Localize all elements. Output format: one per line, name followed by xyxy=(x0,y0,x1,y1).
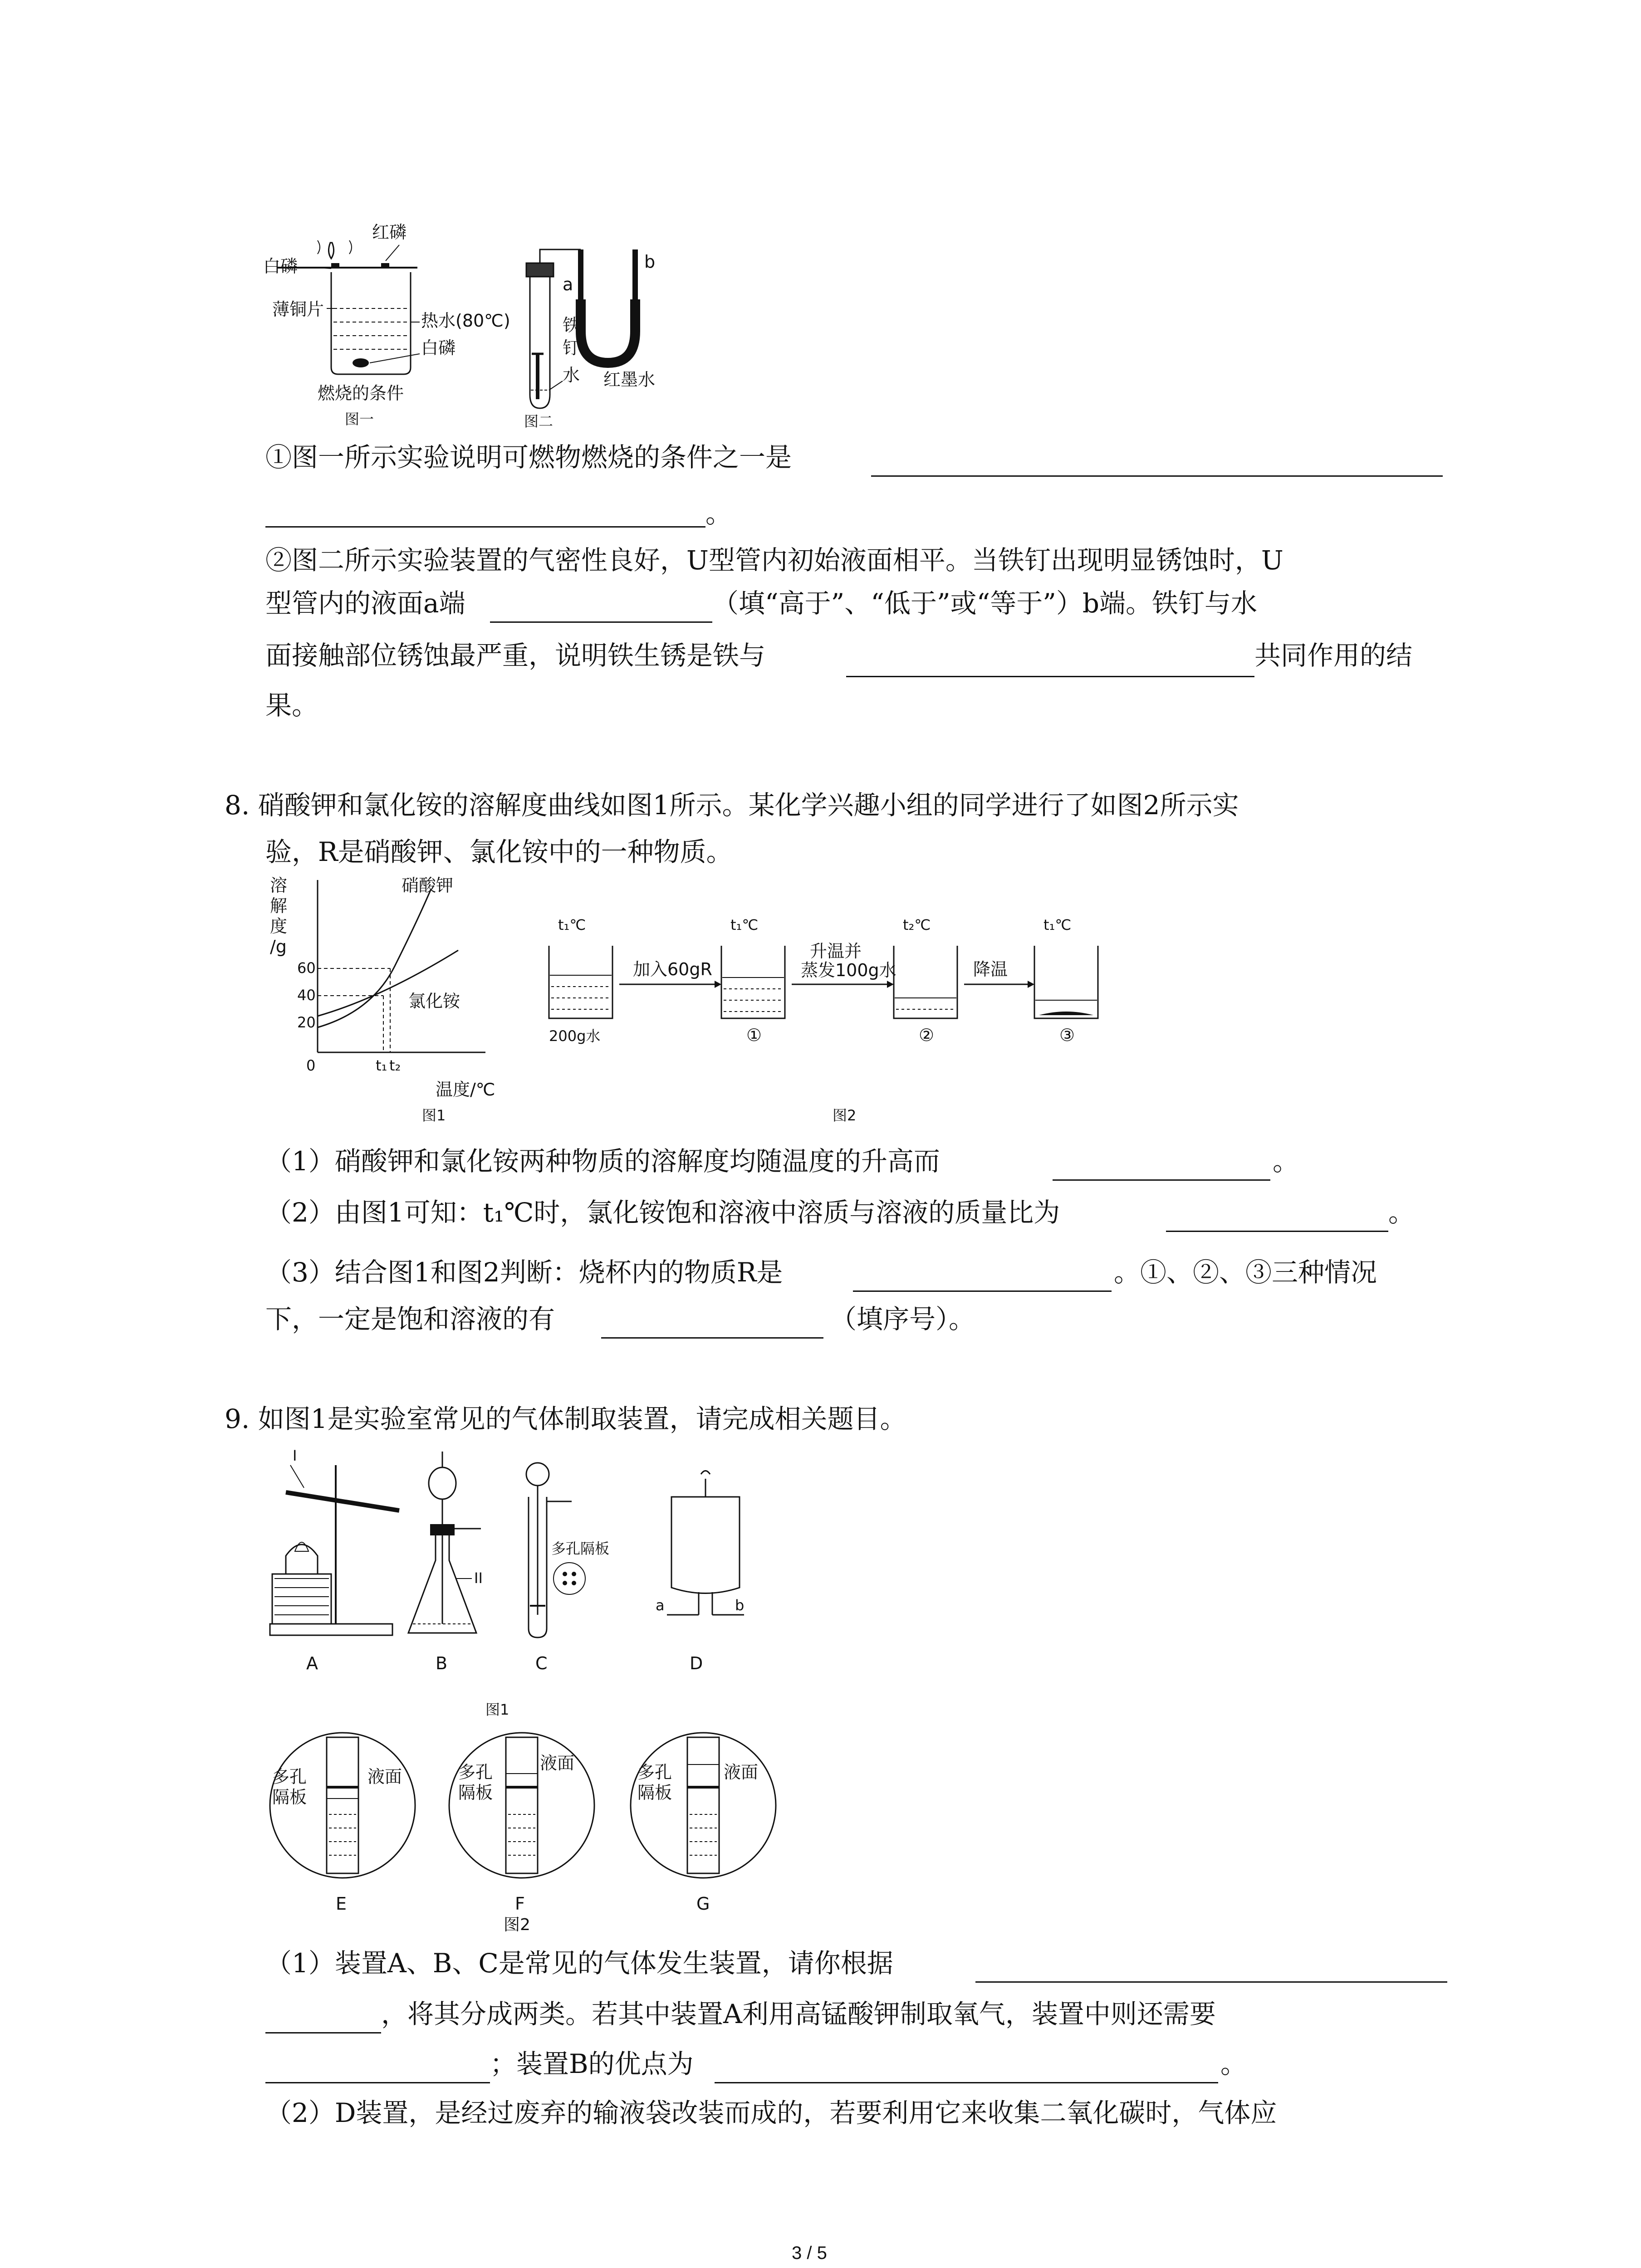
q8-line-1: 8. 硝酸钾和氯化铵的溶解度曲线如图1所示。某化学兴趣小组的同学进行了如图2所示实 xyxy=(225,790,1239,821)
xtick-t1: t₁ xyxy=(376,1057,387,1074)
beaker-1-below: 200g水 xyxy=(549,1027,601,1045)
label-white-phosphorus-top: 白磷 xyxy=(263,256,298,276)
ylabel-char-4: /g xyxy=(270,937,287,957)
q9-part-3b: 。 xyxy=(1220,2048,1247,2079)
q8-part-2a: （2）由图1可知：t₁℃时，氯化铵饱和溶液中溶质与溶液的质量比为 xyxy=(265,1197,1060,1228)
page-number: 3 / 5 xyxy=(792,2243,827,2263)
beaker-sequence-drawing xyxy=(540,903,1112,1125)
figure-name-q9-1: 图1 xyxy=(485,1701,509,1718)
letter-C: C xyxy=(535,1653,548,1673)
arrow-label-cool: 降温 xyxy=(973,959,1008,979)
q7-line-1: ①图一所示实验说明可燃物燃烧的条件之一是 xyxy=(265,442,792,473)
q9-figure-1-apparatus xyxy=(268,1442,803,1724)
q8-solubility-chart xyxy=(268,871,563,1125)
answer-blank-q7-2b[interactable] xyxy=(846,676,1254,677)
beaker-1 xyxy=(549,946,612,1018)
q7-line-5b: 共同作用的结 xyxy=(1254,640,1413,671)
answer-blank-q8-4[interactable] xyxy=(601,1337,823,1339)
figure-name-q8-1: 图1 xyxy=(422,1107,446,1124)
q9-part-1a: （1）装置A、B、C是常见的气体发生装置，请你根据 xyxy=(265,1948,893,1979)
q8-line-2: 验，R是硝酸钾、氯化铵中的一种物质。 xyxy=(265,836,733,867)
beaker-1-temp: t₁℃ xyxy=(558,916,586,934)
label-hot-water: 热水(80℃) xyxy=(421,311,510,331)
q9-part-2a: ，将其分成两类。若其中装置A利用高锰酸钾制取氧气，装置中则还需要 xyxy=(381,1999,1216,2029)
q8-part-3b: 。①、②、③三种情况 xyxy=(1114,1257,1377,1288)
letter-G: G xyxy=(696,1894,710,1914)
apparatus-C xyxy=(526,1463,609,1637)
ytick-60: 60 xyxy=(297,959,316,977)
answer-blank-q7-1a[interactable] xyxy=(871,475,1443,477)
beaker-2-below: ① xyxy=(746,1025,762,1045)
G-liquid: 液面 xyxy=(724,1762,759,1782)
q8-part-1a: （1）硝酸钾和氯化铵两种物质的溶解度均随温度的升高而 xyxy=(265,1146,940,1177)
letter-D: D xyxy=(690,1653,703,1673)
closeup-E xyxy=(270,1733,415,1914)
figure-name-q8-2: 图2 xyxy=(833,1107,857,1124)
answer-blank-q9-2b[interactable] xyxy=(715,2082,1218,2083)
closeup-G xyxy=(631,1733,776,1914)
figure-name-1: 图一 xyxy=(345,411,374,428)
answer-blank-q7-1b[interactable] xyxy=(265,526,705,528)
F-liquid: 液面 xyxy=(540,1753,575,1773)
figure-name-q9-2: 图2 xyxy=(504,1916,530,1934)
q7-figure-rusting xyxy=(517,245,708,435)
label-nail: 钉 xyxy=(563,338,580,358)
label-porous-plate: 多孔隔板 xyxy=(551,1540,610,1557)
figure-name-2: 图二 xyxy=(524,413,554,430)
beaker-3 xyxy=(894,946,957,1018)
label-red-ink: 红墨水 xyxy=(603,370,656,390)
q9-part-3a: ；装置B的优点为 xyxy=(490,2048,694,2079)
beaker-4-below: ③ xyxy=(1059,1025,1075,1045)
answer-blank-q8-2[interactable] xyxy=(1166,1231,1388,1232)
q7-line-4b: （填“高于”、“低于”或“等于”）b端。铁钉与水 xyxy=(712,588,1258,619)
label-b: b xyxy=(644,252,656,272)
letter-E: E xyxy=(336,1894,347,1914)
label-a-port: a xyxy=(656,1597,665,1614)
q7-line-2-end: 。 xyxy=(705,498,732,529)
ylabel-char-1: 溶 xyxy=(270,875,288,895)
beaker-2-temp: t₁℃ xyxy=(730,916,759,934)
label-a: a xyxy=(563,274,573,294)
label-iron: 铁 xyxy=(563,315,580,335)
G-porous-2: 隔板 xyxy=(637,1783,672,1803)
ytick-20: 20 xyxy=(297,1014,316,1031)
xtick-t2: t₂ xyxy=(389,1057,401,1074)
F-porous-2: 隔板 xyxy=(458,1783,493,1803)
solubility-curve-drawing xyxy=(268,871,563,1125)
q9-line-1: 9. 如图1是实验室常见的气体制取装置，请完成相关题目。 xyxy=(225,1403,906,1434)
arrow-label-heat-1: 升温并 xyxy=(810,941,862,961)
label-water: 水 xyxy=(563,365,580,385)
series-label-kno3: 硝酸钾 xyxy=(402,875,454,895)
letter-A: A xyxy=(306,1653,318,1673)
ylabel-char-2: 解 xyxy=(270,896,288,916)
label-copper-sheet: 薄铜片 xyxy=(272,299,324,319)
letter-F: F xyxy=(515,1894,525,1914)
q7-line-5a: 面接触部位锈蚀最严重，说明铁生锈是铁与 xyxy=(265,640,766,671)
label-red-phosphorus: 红磷 xyxy=(372,222,407,242)
series-label-nh4cl: 氯化铵 xyxy=(408,991,460,1011)
q9-part-4: （2）D装置，是经过废弃的输液袋改装而成的，若要利用它来收集二氧化碳时，气体应 xyxy=(265,2097,1277,2128)
closeup-F xyxy=(449,1733,594,1914)
ytick-40: 40 xyxy=(297,987,316,1004)
ytick-0: 0 xyxy=(306,1057,316,1074)
beaker-4-temp: t₁℃ xyxy=(1043,916,1072,934)
answer-blank-q8-1[interactable] xyxy=(1053,1179,1270,1181)
caption-combustion: 燃烧的条件 xyxy=(318,383,404,403)
E-porous-2: 隔板 xyxy=(272,1787,307,1807)
apparatus-A xyxy=(270,1447,399,1635)
label-I: I xyxy=(293,1447,297,1464)
answer-blank-q9-1b[interactable] xyxy=(265,2032,381,2033)
beaker-3-temp: t₂℃ xyxy=(903,916,931,934)
q8-part-1b: 。 xyxy=(1273,1146,1299,1177)
q8-part-2b: 。 xyxy=(1388,1197,1415,1228)
arrow-label-add-r: 加入60gR xyxy=(633,959,712,979)
answer-blank-q7-2a[interactable] xyxy=(490,621,712,623)
beaker-2 xyxy=(721,946,785,1018)
beaker-3-below: ② xyxy=(919,1025,935,1045)
E-liquid: 液面 xyxy=(367,1767,402,1787)
xlabel: 温度/℃ xyxy=(436,1080,495,1100)
q9-figure-2-porous-plate xyxy=(268,1724,789,1928)
answer-blank-q8-3[interactable] xyxy=(853,1290,1112,1292)
label-b-port: b xyxy=(735,1597,745,1614)
q8-part-3a: （3）结合图1和图2判断：烧杯内的物质R是 xyxy=(265,1257,783,1288)
letter-B: B xyxy=(436,1653,448,1673)
q8-part-4b: （填序号）。 xyxy=(830,1304,975,1334)
q8-experiment-diagram xyxy=(540,903,1112,1125)
gas-generation-apparatus-drawing xyxy=(268,1442,803,1724)
F-porous-1: 多孔 xyxy=(458,1762,493,1782)
arrow-label-heat-2: 蒸发100g水 xyxy=(801,960,896,980)
q7-line-3: ②图二所示实验装置的气密性良好，U型管内初始液面相平。当铁钉出现明显锈蚀时，U xyxy=(265,545,1283,576)
label-white-phosphorus-bottom: 白磷 xyxy=(421,338,456,358)
apparatus-B xyxy=(408,1452,483,1633)
q7-line-4a: 型管内的液面a端 xyxy=(265,588,465,619)
q7-line-6: 果。 xyxy=(265,690,318,721)
beaker-4 xyxy=(1034,946,1098,1018)
q8-part-4a: 下，一定是饱和溶液的有 xyxy=(265,1304,555,1334)
E-porous-1: 多孔 xyxy=(272,1767,307,1787)
answer-blank-q9-1a[interactable] xyxy=(975,1981,1447,1983)
label-II: II xyxy=(474,1569,483,1587)
porous-plate-closeups-drawing xyxy=(268,1724,789,1928)
apparatus-D xyxy=(656,1471,744,1615)
rusting-apparatus-drawing xyxy=(517,245,708,435)
ylabel-char-3: 度 xyxy=(270,916,288,936)
G-porous-1: 多孔 xyxy=(637,1762,672,1782)
answer-blank-q9-2a[interactable] xyxy=(265,2082,490,2083)
